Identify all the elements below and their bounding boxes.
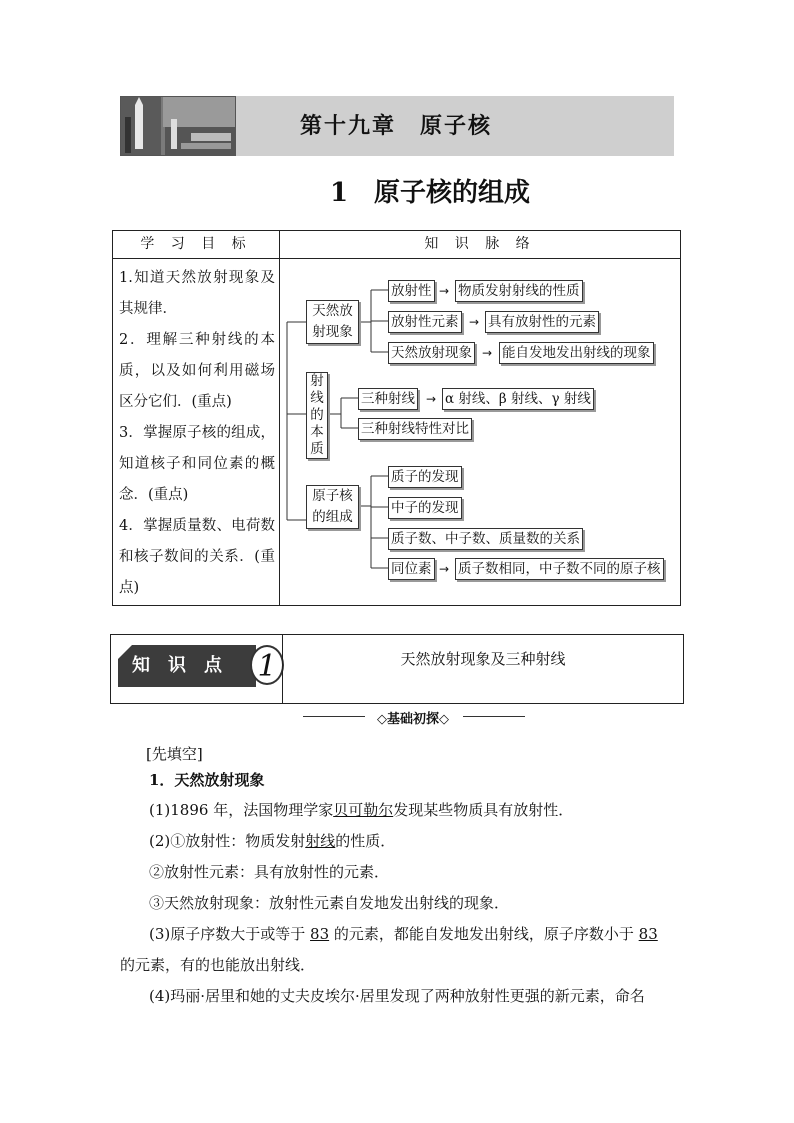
goals-header: 学 习 目 标 xyxy=(140,236,252,252)
map-node: 具有放射性的元素 xyxy=(485,311,599,333)
map-node: 质子的发现 xyxy=(388,466,462,488)
paragraph: (3)原子序数大于或等于 83 的元素，都能自发地发出射线，原子序数小于 83 xyxy=(149,925,658,943)
map-node: 物质发射射线的性质 xyxy=(455,280,583,302)
arrow-right-icon: → xyxy=(469,315,480,329)
goal-item: 3．掌握原子核的组成，知道核子和同位素的概念．(重点) xyxy=(119,425,275,503)
map-node: 中子的发现 xyxy=(388,497,462,519)
map-node: α 射线、β 射线、γ 射线 xyxy=(442,388,594,410)
divider xyxy=(282,634,283,704)
arrow-right-icon: → xyxy=(439,284,450,298)
heading: 1．天然放射现象 xyxy=(149,771,265,789)
map-header: 知 识 脉 络 xyxy=(424,236,536,252)
divider xyxy=(463,716,525,717)
knowledge-point-number: 1 xyxy=(250,645,284,685)
knowledge-point-title: 天然放射现象及三种射线 xyxy=(400,650,566,668)
goal-item: 4．掌握质量数、电荷数和核子数间的关系．(重点) xyxy=(119,518,275,596)
section-title: 1 原子核的组成 xyxy=(329,178,531,208)
map-node-nucleus-composition: 原子核的组成 xyxy=(306,485,359,529)
map-node: 天然放射现象 xyxy=(388,342,475,364)
paragraph: 的元素，有的也能放出射线． xyxy=(120,956,316,974)
arrow-right-icon: → xyxy=(426,392,437,406)
map-node: 质子数、中子数、质量数的关系 xyxy=(388,528,583,550)
arrow-right-icon: → xyxy=(439,562,450,576)
paragraph: ②放射性元素：具有放射性的元素． xyxy=(149,863,390,881)
paragraph: (1)1896 年，法国物理学家贝可勒尔发现某些物质具有放射性． xyxy=(149,801,574,819)
sub-heading: ◇基础初探◇ xyxy=(377,712,449,727)
chapter-title: 第十九章 原子核 xyxy=(299,113,492,139)
paragraph: (4)玛丽·居里和她的丈夫皮埃尔·居里发现了两种放射性更强的新元素，命名 xyxy=(149,987,645,1005)
goal-item: 2．理解三种射线的本质，以及如何利用磁场区分它们．(重点) xyxy=(119,332,275,410)
map-node: 质子数相同，中子数不同的原子核 xyxy=(455,558,664,580)
map-node: 同位素 xyxy=(388,558,435,580)
map-node-natural-radioactivity: 天然放射现象 xyxy=(306,300,359,344)
fill-blank-tag: [先填空] xyxy=(146,745,203,763)
map-node: 三种射线 xyxy=(358,388,418,410)
paragraph: (2)①放射性：物质发射射线的性质． xyxy=(149,832,396,850)
paragraph: ③天然放射现象：放射性元素自发地发出射线的现象． xyxy=(149,894,510,912)
map-node: 能自发地发出射线的现象 xyxy=(499,342,654,364)
map-node: 放射性 xyxy=(388,280,435,302)
map-node: 放射性元素 xyxy=(388,311,462,333)
goal-item: 1.知道天然放射现象及其规律． xyxy=(119,270,275,317)
map-node-ray-nature: 射线的本质 xyxy=(306,372,328,459)
map-node: 三种射线特性对比 xyxy=(358,418,472,440)
knowledge-point-label: 知识点 xyxy=(132,655,240,676)
arrow-right-icon: → xyxy=(482,346,493,360)
